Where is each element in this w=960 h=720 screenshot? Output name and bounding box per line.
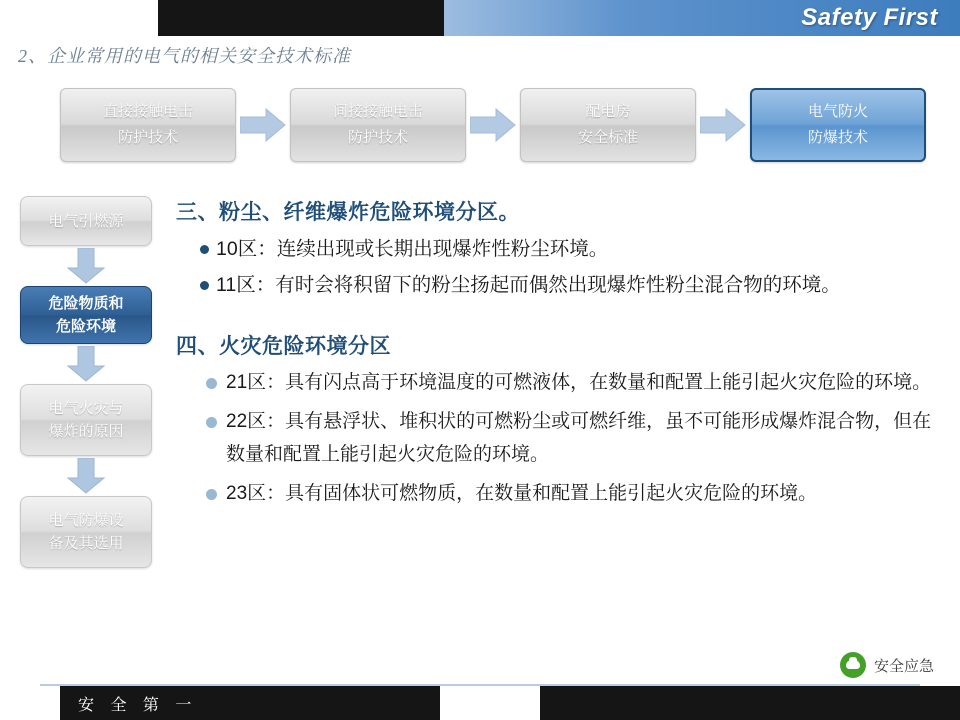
flow-step-2-line-1: 间接接触电击 <box>332 103 423 120</box>
content-heading-3: 三、粉尘、纤维爆炸危险环境分区。 <box>176 201 520 224</box>
footer-banner <box>0 686 960 720</box>
watermark <box>840 652 934 678</box>
right-arrow-icon-2 <box>470 108 516 142</box>
left-step-4[interactable] <box>20 496 152 568</box>
process-flow-vertical <box>20 196 152 568</box>
left-step-3-line-2: 爆炸的原因 <box>48 423 124 440</box>
footer-black-segment-left <box>60 686 440 720</box>
flow-step-2[interactable] <box>290 88 466 162</box>
bullet-list-group-1 <box>176 232 946 302</box>
content-area <box>176 196 946 516</box>
right-arrow-icon-1 <box>240 108 286 142</box>
flow-step-4-line-2: 防爆技术 <box>807 129 868 146</box>
watermark-text: 安全应急 <box>873 657 934 675</box>
content-heading-4: 四、火灾危险环境分区 <box>176 335 391 358</box>
list-item-text: 10区：连续出现或长期出现爆炸性粉尘环境。 <box>216 238 609 260</box>
section-heading: 2、企业常用的电气的相关安全技术标准 <box>18 46 351 66</box>
bullet-dot-icon <box>206 378 217 389</box>
flow-step-4-active[interactable] <box>750 88 926 162</box>
left-step-3-line-1: 电气火灾与 <box>48 400 124 417</box>
left-step-4-line-2: 备及其选用 <box>48 535 124 552</box>
flow-step-3-line-2: 安全标准 <box>577 129 638 146</box>
footer-label: 安 全 第 一 <box>78 696 198 714</box>
footer-white-segment-right <box>440 686 540 720</box>
down-arrow-icon-1 <box>20 246 152 286</box>
top-banner-black-segment <box>158 0 444 36</box>
wechat-account-logo-icon <box>840 652 866 678</box>
down-arrow-icon-3 <box>20 456 152 496</box>
bullet-dot-icon <box>206 489 217 500</box>
top-banner-blue-segment <box>444 0 960 36</box>
flow-step-1-line-2: 防护技术 <box>117 129 178 146</box>
bullet-dot-icon <box>206 417 217 428</box>
footer-black-segment-right <box>540 686 960 720</box>
top-banner-white-segment <box>0 0 158 36</box>
list-item <box>176 366 946 399</box>
bullet-list-group-2 <box>176 366 946 510</box>
flow-step-2-line-2: 防护技术 <box>347 129 408 146</box>
right-arrow-icon-3 <box>700 108 746 142</box>
flow-step-1-line-1: 直接接触电击 <box>102 103 193 120</box>
list-item <box>176 268 946 302</box>
list-item <box>176 477 946 510</box>
list-item-text: 22区：具有悬浮状、堆积状的可燃粉尘或可燃纤维，虽不可能形成爆炸混合物，但在数量和配置上能引起火灾危险的环境。 <box>226 411 932 465</box>
list-item-text: 23区：具有固体状可燃物质，在数量和配置上能引起火灾危险的环境。 <box>226 483 818 504</box>
process-flow-horizontal <box>60 88 926 162</box>
bullet-dot-icon <box>200 281 209 290</box>
list-item <box>176 405 946 471</box>
down-arrow-icon-2 <box>20 344 152 384</box>
left-step-4-line-1: 电气防爆设 <box>48 512 124 529</box>
left-step-1[interactable] <box>20 196 152 246</box>
flow-step-4-line-1: 电气防火 <box>807 103 868 120</box>
footer-white-segment-left <box>0 686 60 720</box>
left-step-3[interactable] <box>20 384 152 456</box>
list-item-text: 11区：有时会将积留下的粉尘扬起而偶然出现爆炸性粉尘混合物的环境。 <box>216 274 841 296</box>
left-step-1-line-1: 电气引燃源 <box>48 212 124 230</box>
bullet-dot-icon <box>200 245 209 254</box>
flow-step-1[interactable] <box>60 88 236 162</box>
list-item <box>176 232 946 266</box>
slide-title: Safety First <box>801 4 938 31</box>
left-step-2-line-2: 危险环境 <box>55 318 116 335</box>
left-step-2-line-1: 危险物质和 <box>48 295 124 312</box>
flow-step-3-line-1: 配电房 <box>585 103 631 120</box>
list-item-text: 21区：具有闪点高于环境温度的可燃液体，在数量和配置上能引起火灾危险的环境。 <box>226 372 932 393</box>
flow-step-3[interactable] <box>520 88 696 162</box>
top-banner <box>0 0 960 36</box>
left-step-2-active[interactable] <box>20 286 152 344</box>
